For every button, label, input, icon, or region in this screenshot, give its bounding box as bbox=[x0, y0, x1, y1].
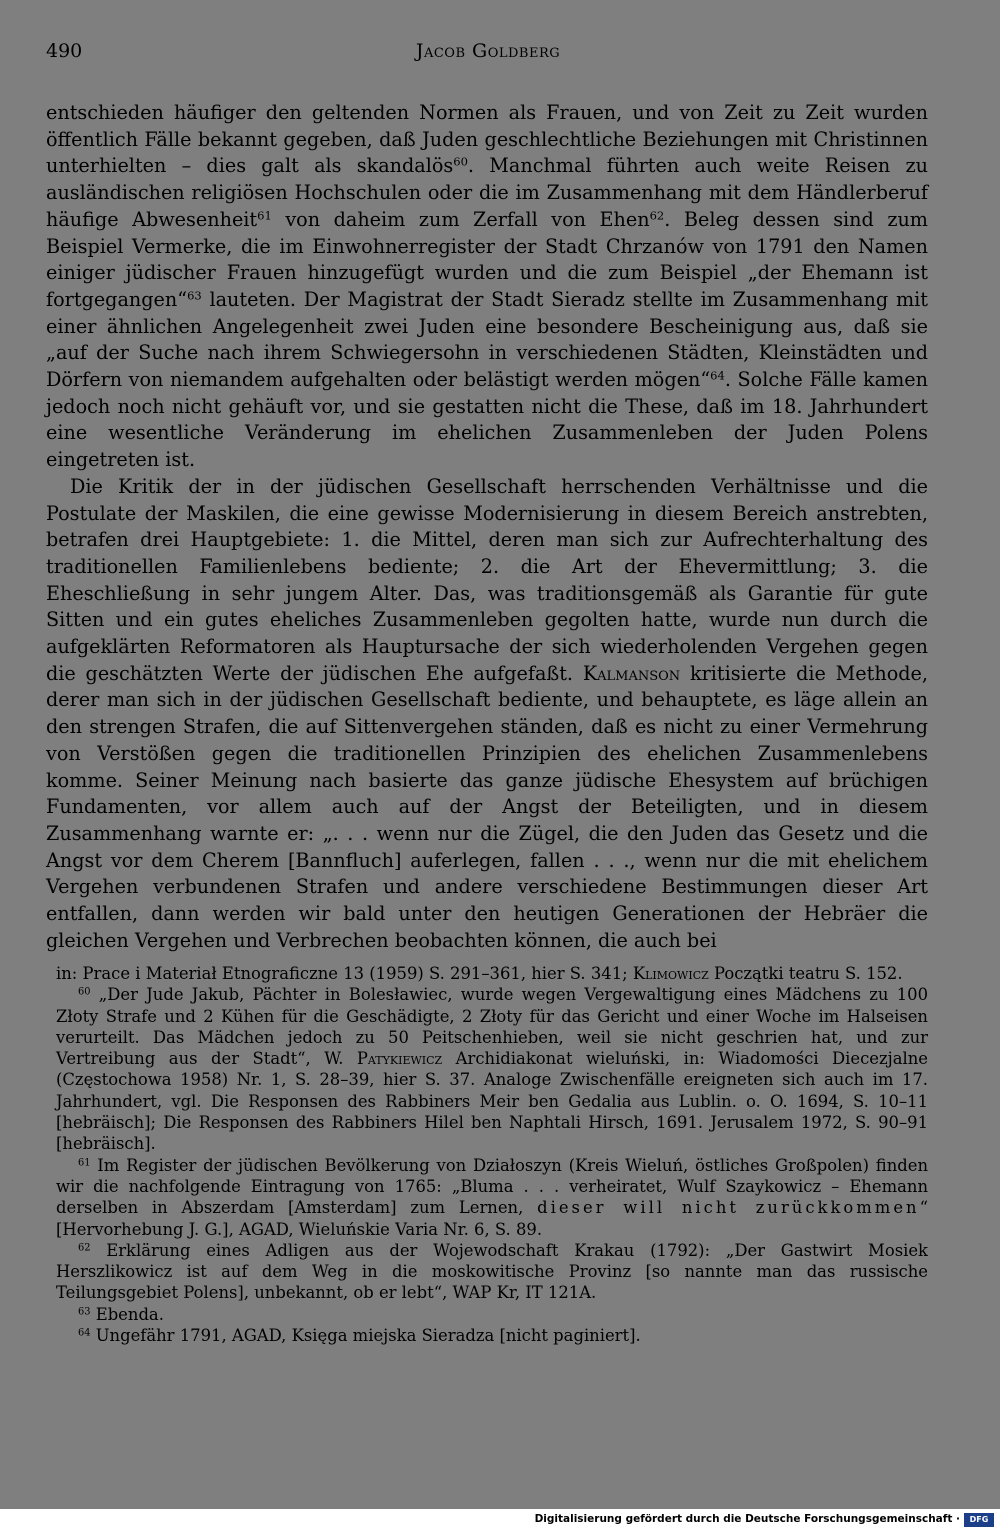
text-run: Im Register der jüdischen Bevölkerung von Działoszyn (Kreis Wieluń, östliches Großpolen) finden wir die nachfolgende Eintragung von 1765: „Bluma . . . verheiratet, Wulf Szaykowicz – Ehemann derselben in Abszerdam [Amsterdam] zum Lernen, bbox=[56, 1155, 928, 1218]
footnote-63 bbox=[56, 1304, 928, 1325]
text-run: in: Prace i Materiał Etnograficzne 13 (1959) S. 291–361, hier S. 341; bbox=[56, 964, 633, 983]
text-run: . Solche Fälle kamen jedoch noch nicht gehäuft vor, und sie gestatten nicht die These, daß im 18. Jahrhundert eine wesentliche Veränderung im ehelichen Zusammenleben der Juden Polens eingetreten ist. bbox=[46, 368, 928, 472]
page-number: 490 bbox=[46, 40, 83, 62]
text-run: Ungefähr 1791, AGAD, Księga miejska Sieradza [nicht paginiert]. bbox=[90, 1326, 641, 1346]
footnote-64 bbox=[56, 1325, 928, 1346]
paragraph-1 bbox=[46, 100, 928, 474]
footnote-60 bbox=[56, 984, 928, 1154]
footnote-number: 64 bbox=[78, 1327, 91, 1339]
text-run: Die Kritik der in der jüdischen Gesellschaft herrschenden Verhältnisse und die Postulate der Maskilen, die eine gewisse Modernisierung in diesem Bereich anstrebten, betrafen drei Hauptgebiete: 1. die Mittel, deren man sich zur Aufrechterhaltung des traditionellen Familienlebens bediente; 2. die Art der Ehevermittlung; 3. die Eheschließung in sehr jungem Alter. Das, was traditionsgemäß als Garantie für gute Sitten und ein gutes eheliches Zusammenleben gegolten hatte, wurde nun durch die aufgeklärten Reformatoren als Hauptursache der sich wiederholenden Vergehen gegen die geschätzten Werte der jüdischen Ehe aufgefaßt. bbox=[46, 474, 928, 685]
text-run: Archidiakonat wieluński, in: Wiadomości Diecezjalne (Częstochowa 1958) Nr. 1, S. 28–39, hier S. 37. Analoge Zwischenfälle ereigneten sich auch im 17. Jahrhundert, vgl. Die Responsen des Rabbiners Meir ben Gedalia aus Lublin. o. O. 1694, S. 10–11 [hebräisch]; Die Responsen des Rabbiners Hilel ben Naphtali Hirsch, 1691. Jerusalem 1972, S. 90–91 [hebräisch]. bbox=[56, 1049, 928, 1154]
dfg-logo: DFG bbox=[964, 1513, 994, 1527]
footnote-continuation bbox=[56, 963, 928, 984]
footnote-number: 63 bbox=[78, 1306, 91, 1318]
text-run: “ [Hervorhebung J. G.], AGAD, Wieluńskie Varia Nr. 6, S. 89. bbox=[56, 1198, 929, 1239]
footnote-number: 61 bbox=[78, 1157, 91, 1169]
footnote-ref-60: 60 bbox=[453, 155, 468, 170]
text-run: „Der Jude Jakub, Pächter in Bolesławiec, wurde wegen Vergewaltigung eines Mädchens zu 100 Złoty Strafe und 2 Kühen für die Geschädigte, 2 Złoty für das Gericht und einer Woche im Halseisen verurteilt. Das Mädchen jedoch zu 50 Peitschenhieben, weil sie nicht geschrien hat, und zur Vertreibung aus der Stadt“, W. bbox=[56, 985, 928, 1069]
text-run: . Manchmal führten auch weite Reisen zu ausländischen religiösen Hochschulen oder die im Zusammenhang mit dem Händlerberuf häufige Abwesenheit bbox=[46, 154, 928, 231]
text-run: Początki teatru S. 152. bbox=[708, 964, 903, 983]
footnote-61 bbox=[56, 1155, 928, 1240]
footnote-number: 62 bbox=[78, 1242, 91, 1254]
digitization-footer bbox=[0, 1509, 1000, 1531]
footnote-ref-61: 61 bbox=[257, 208, 272, 223]
author-name-klimowicz: Klimowicz bbox=[632, 964, 709, 983]
footnotes bbox=[56, 963, 928, 1346]
emphasized-text: dieser will nicht zurückkommen bbox=[537, 1198, 920, 1218]
author-name-kalmanson: Kalmanson bbox=[582, 661, 681, 685]
running-title: Jacob Goldberg bbox=[415, 40, 561, 62]
footnote-62 bbox=[56, 1240, 928, 1304]
footnote-ref-62: 62 bbox=[649, 208, 665, 223]
author-name-patykiewicz: Patykiewicz bbox=[356, 1049, 443, 1069]
paragraph-2 bbox=[46, 474, 928, 955]
text-run: von daheim zum Zerfall von Ehen bbox=[271, 207, 650, 231]
text-run: lauteten. Der Magistrat der Stadt Sieradz stellte im Zusammenhang mit einer ähnlichen Angelegenheit zwei Juden eine besondere Bescheinigung aus, daß sie „auf der Suche nach ihrem Schwiegersohn in verschiedenen Städten, Kleinstädten und Dörfern von niemandem aufgehalten oder belästigt werden mögen“ bbox=[46, 287, 928, 392]
text-run: Ebenda. bbox=[90, 1304, 164, 1324]
page-header bbox=[46, 40, 930, 70]
text-run: kritisierte die Methode, derer man sich in der jüdischen Gesellschaft bediente, und behauptete, es läge allein an den strengen Strafen, die auf Sittenvergehen ständen, daß es nicht zu einer Vermehrung von Verstößen gegen die traditionellen Prinzipien des ehelichen Zusammenlebens komme. Seiner Meinung nach basierte das ganze jüdische Ehesystem auf brüchigen Fundamenten, vor allem auch auf der Angst der Beteiligten, und in diesem Zusammenhang warnte er: „. . . wenn nur die Zügel, die den Juden das Gesetz und die Angst vor dem Cherem [Bannfluch] auferlegen, fallen . . ., wenn nur die mit ehelichem Vergehen verbundenen Strafen und andere verschiedene Bestimmungen dieser Art entfallen, dann werden wir bald unter den heutigen Generationen der Hebräer die gleichen Vergehen und Verbrechen beobachten können, die auch bei bbox=[46, 661, 928, 952]
footnote-ref-63: 63 bbox=[187, 288, 202, 303]
footnote-ref-64: 64 bbox=[710, 368, 725, 383]
funding-notice: Digitalisierung gefördert durch die Deutsche Forschungsgemeinschaft · bbox=[534, 1513, 960, 1525]
text-run: . Beleg dessen sind zum Beispiel Vermerke, die im Einwohnerregister der Stadt Chrzanów von 1791 den Namen einiger jüdischer Frauen hinzugefügt wurden und die zum Beispiel „der Ehemann ist fortgegangen“ bbox=[46, 207, 928, 311]
text-run: entschieden häufiger den geltenden Normen als Frauen, und von Zeit zu Zeit wurden öffentlich Fälle bekannt gegeben, daß Juden geschlechtliche Beziehungen mit Christinnen unterhielten – dies galt als skandalös bbox=[46, 101, 928, 178]
footnote-number: 60 bbox=[78, 986, 91, 998]
body-text bbox=[46, 100, 928, 955]
text-run: Erklärung eines Adligen aus der Wojewodschaft Krakau (1792): „Der Gastwirt Mosiek Herszlikowicz ist auf dem Weg in die moskowitische Provinz [so nannte man das russische Teilungsgebiet Polens], unbekannt, ob er lebt“, WAP Kr, IT 121A. bbox=[56, 1240, 928, 1303]
